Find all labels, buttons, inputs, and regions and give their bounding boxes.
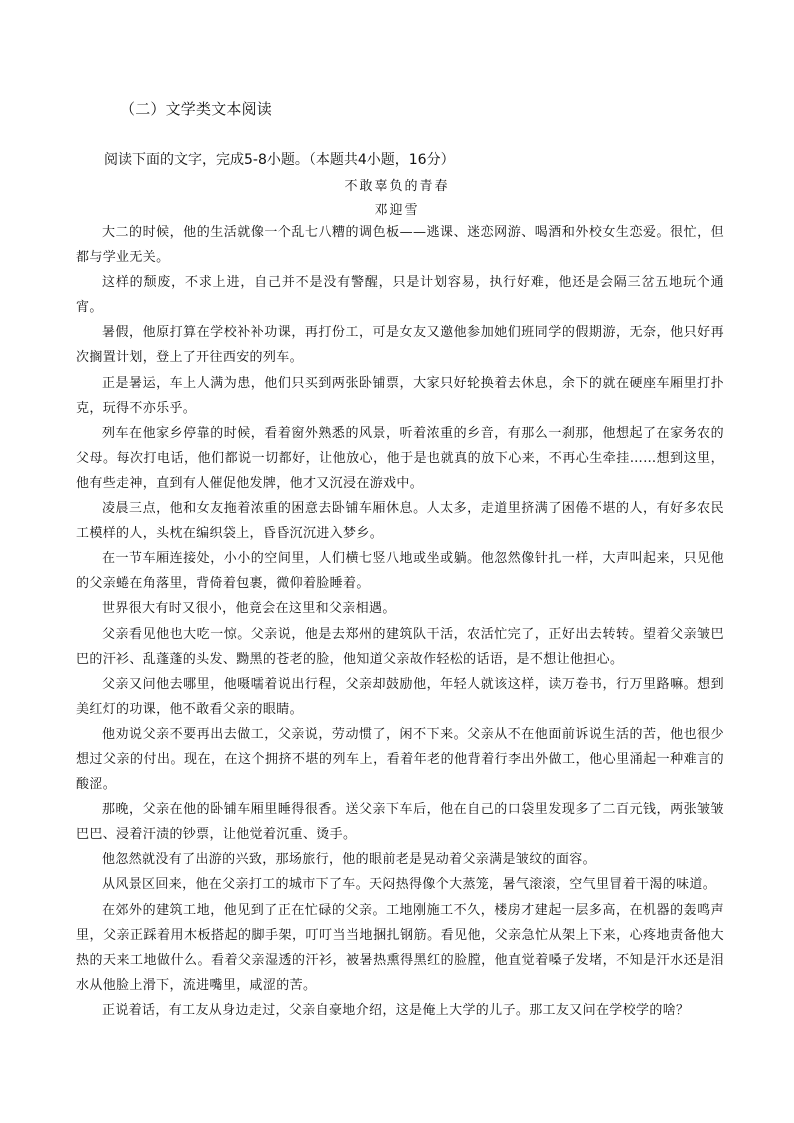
article-paragraph: 父亲又问他去哪里，他嗫嚅着说出行程，父亲却鼓励他，年轻人就该这样，读万卷书，行万里路嘛。想到美红灯的功课，他不敢看父亲的眼睛。 <box>76 676 724 717</box>
article-title: 不敢辜负的青春 <box>344 179 450 194</box>
article-paragraph: 列车在他家乡停靠的时候，看着窗外熟悉的风景，听着浓重的乡音，有那么一刹那，他想起了在家务农的父母。每次打电话，他们都说一切都好，让他放心，他于是也就真的放下心来，不再心生牵挂……想到这里，他有些走神，直到有人催促他发牌，他才又沉浸在游戏中。 <box>76 425 724 491</box>
article-paragraph: 正说着话，有工友从身边走过，父亲自豪地介绍，这是俺上大学的儿子。那工友又问在学校学的啥？ <box>102 1002 690 1018</box>
article-paragraph: 暑假，他原打算在学校补补功课，再打份工，可是女友又邀他参加她们班同学的假期游，无奈，他只好再次搁置计划，登上了开往西安的列车。 <box>76 325 724 366</box>
article-paragraph: 父亲看见他也大吃一惊。父亲说，他是去郑州的建筑队干活，农活忙完了，正好出去转转。望着父亲皱巴巴的汗衫、乱蓬蓬的头发、黝黑的苍老的脸，他知道父亲故作轻松的话语，是不想让他担心。 <box>76 626 724 667</box>
article-paragraph: 凌晨三点，他和女友拖着浓重的困意去卧铺车厢休息。人太多，走道里挤满了困倦不堪的人，有好多农民工模样的人，头枕在编织袋上，昏昏沉沉进入梦乡。 <box>76 501 724 542</box>
article-paragraph: 在郊外的建筑工地，他见到了正在忙碌的父亲。工地刚施工不久，楼房才建起一层多高，在机器的轰鸣声里，父亲正踩着用木板搭起的脚手架，叮叮当当地捆扎钢筋。看见他，父亲急忙从架上下来，心疼地责备他大热的天来工地做什么。看着父亲湿透的汗衫，被暑热熏得黑红的脸膛，他直觉着嗓子发堵，不知是汗水还是泪水从他脸上滑下，流进嘴里，咸涩的苦。 <box>76 902 724 993</box>
article-body <box>76 220 724 1023</box>
article-author: 邓迎雪 <box>374 203 420 218</box>
article-paragraph: 那晚，父亲在他的卧铺车厢里睡得很香。送父亲下车后，他在自己的口袋里发现多了二百元钱，两张皱皱巴巴、浸着汗渍的钞票，让他觉着沉重、烫手。 <box>76 802 724 843</box>
article-paragraph: 大二的时候，他的生活就像一个乱七八糟的调色板——逃课、迷恋网游、喝酒和外校女生恋爱。很忙，但都与学业无关。 <box>76 225 724 266</box>
article-paragraph: 正是暑运，车上人满为患，他们只买到两张卧铺票，大家只好轮换着去休息，余下的就在硬座车厢里打扑克，玩得不亦乐乎。 <box>76 375 724 416</box>
question-instruction: 阅读下面的文字，完成5-8小题。（本题共4小题，16分） <box>104 152 455 168</box>
article-paragraph: 这样的颓废，不求上进，自己并不是没有警醒，只是计划容易，执行好难，他还是会隔三岔五地玩个通宵。 <box>76 275 724 316</box>
article-paragraph: 他劝说父亲不要再出去做工，父亲说，劳动惯了，闲不下来。父亲从不在他面前诉说生活的苦，他也很少想过父亲的付出。现在，在这个拥挤不堪的列车上，看着年老的他背着行李出外做工，他心里涌起一种难言的酸涩。 <box>76 726 724 793</box>
section-heading: （二）文学类文本阅读 <box>120 100 273 118</box>
article-paragraph: 在一节车厢连接处，小小的空间里，人们横七竖八地或坐或躺。他忽然像针扎一样，大声叫起来，只见他的父亲蜷在角落里，背倚着包裹，微仰着脸睡着。 <box>76 551 724 592</box>
article-paragraph: 世界很大有时又很小，他竟会在这里和父亲相遇。 <box>102 601 396 617</box>
article-paragraph: 他忽然就没有了出游的兴致，那场旅行，他的眼前老是晃动着父亲满是皱纹的面容。 <box>102 852 596 868</box>
article-paragraph: 从风景区回来，他在父亲打工的城市下了车。天闷热得像个大蒸笼，暑气滚滚，空气里冒着干渴的味道。 <box>102 877 717 893</box>
